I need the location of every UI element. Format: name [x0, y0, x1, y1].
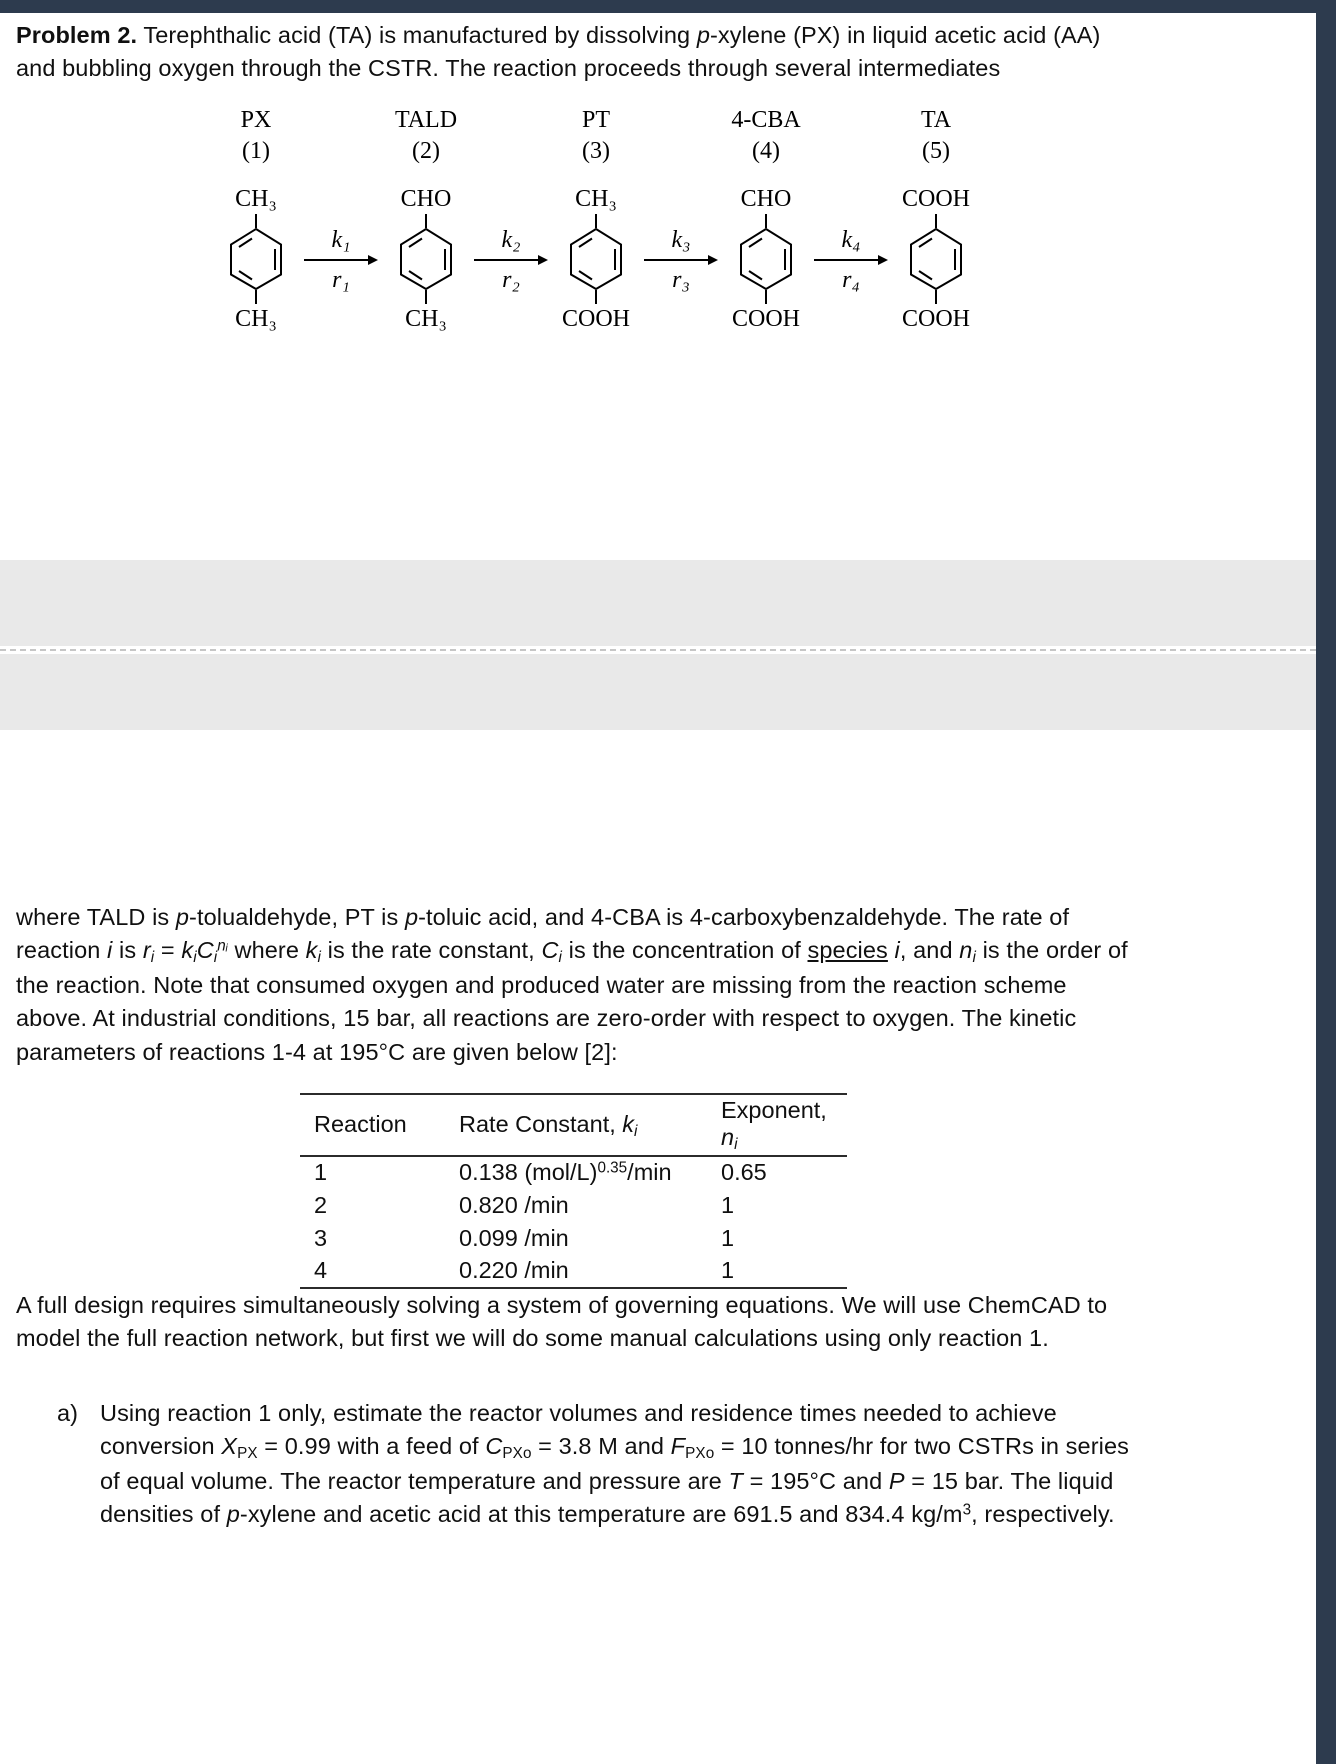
- problem-statement: Problem 2. Terephthalic acid (TA) is manufactured by dissolving p-xylene (PX) in liquid acetic acid (AA) and bubbling oxygen through the CSTR. The reaction proceeds through several intermediates: [16, 22, 1101, 82]
- table-header-reaction: Reaction: [314, 1111, 407, 1138]
- question-a-label: a): [57, 1400, 79, 1426]
- bond-line: [935, 214, 937, 228]
- substituent-bottom: COOH: [731, 306, 800, 332]
- reaction-arrow-3: [644, 104, 718, 294]
- bond-line: [255, 290, 257, 304]
- substituent-top: CHO: [740, 186, 792, 212]
- molecule-number: (4): [752, 138, 780, 164]
- substituent-top: CH₃: [575, 186, 617, 212]
- design-note-paragraph: A full design requires simultaneously solving a system of governing equations. We will use ChemCAD to model the full reaction network, but first we will do some manual calculations using only reaction 1.: [16, 1292, 1108, 1352]
- table-cell-rate: 0.820 /min: [459, 1191, 569, 1218]
- molecule-ta: [888, 104, 984, 334]
- table-cell-reaction: 4: [314, 1257, 328, 1284]
- page-break-gray-bottom: [0, 654, 1316, 730]
- table-cell-rate: 0.099 /min: [459, 1224, 569, 1251]
- table-row: [300, 1156, 847, 1189]
- reaction-scheme: [0, 104, 1316, 334]
- rate-label: r₁: [332, 267, 350, 293]
- substituent-top: CH₃: [235, 186, 277, 212]
- benzene-ring-icon: [740, 228, 792, 290]
- molecule-px: [208, 104, 304, 334]
- arrow-icon: [814, 254, 888, 266]
- bond-line: [595, 290, 597, 304]
- bond-line: [425, 290, 427, 304]
- arrow-icon: [474, 254, 548, 266]
- table-cell-reaction: 3: [314, 1224, 328, 1251]
- bond-line: [595, 214, 597, 228]
- molecule-tald: [378, 104, 474, 334]
- reaction-arrow-2: [474, 104, 548, 294]
- benzene-ring-icon: [400, 228, 452, 290]
- molecule-number: (3): [582, 138, 610, 164]
- table-cell-exponent: 1: [721, 1191, 735, 1218]
- arrow-icon: [644, 254, 718, 266]
- bond-line: [255, 214, 257, 228]
- benzene-ring-icon: [570, 228, 622, 290]
- rate-constant-label: k₃: [671, 227, 691, 253]
- arrow-icon: [304, 254, 378, 266]
- molecule-name: TALD: [394, 107, 458, 133]
- page-break-band: [0, 560, 1316, 730]
- rate-constant-label: k₁: [331, 227, 351, 253]
- reaction-scheme-row: [208, 104, 984, 334]
- table-header-exponent: Exponent, $n_i$: [721, 1097, 827, 1153]
- substituent-bottom: CH₃: [405, 306, 447, 332]
- reaction-arrow-4: [814, 104, 888, 294]
- molecule-name: PT: [581, 107, 610, 133]
- table-row: [300, 1189, 847, 1222]
- table-row: [300, 1255, 847, 1288]
- table-cell-exponent: 1: [721, 1224, 735, 1251]
- molecule-number: (1): [242, 138, 270, 164]
- table-cell-exponent: 0.65: [721, 1159, 767, 1186]
- table-cell-exponent: 1: [721, 1257, 735, 1284]
- molecule-4cba: [718, 104, 814, 334]
- page-break-separator: [0, 646, 1316, 654]
- substituent-bottom: CH₃: [235, 306, 277, 332]
- table-cell-rate: 0.138 $(mol/L)^{0.35}/\min$: [459, 1159, 672, 1186]
- table-cell-reaction: 2: [314, 1191, 328, 1218]
- molecule-name: 4-CBA: [731, 107, 801, 133]
- rate-constant-label: k₄: [841, 227, 861, 253]
- table-header-rate-constant: Rate Constant, $k_i$: [459, 1110, 638, 1140]
- bond-line: [935, 290, 937, 304]
- substituent-bottom: COOH: [561, 306, 630, 332]
- molecule-number: (2): [412, 138, 440, 164]
- table-cell-rate: 0.220 /min: [459, 1257, 569, 1284]
- page-right-strip: [1316, 0, 1336, 1764]
- question-a-text: Using reaction 1 only, estimate the reactor volumes and residence times needed to achieve conversion $X_{PX} = 0.99$ with a feed of $C_{PXo} = 3.8$ M and $F_{PXo} = 10$ tonnes/hr for two CSTRs in series of equal volume. The reactor temperature and pressure are T = 195°C and P = 15 bar. The liquid densities of p-xylene and acetic acid at this temperature are 691.5 and 834.4 $kg/m^3$, respectively.: [100, 1400, 1129, 1528]
- rate-label: r₃: [672, 267, 690, 293]
- page-break-dashed-line: [0, 649, 1316, 651]
- rate-constant-label: k₂: [501, 227, 521, 253]
- rate-label: r₂: [502, 267, 520, 293]
- molecule-name: PX: [240, 107, 272, 133]
- benzene-ring-icon: [910, 228, 962, 290]
- question-item-a: [57, 1397, 1129, 1532]
- molecule-number: (5): [922, 138, 950, 164]
- table-header-row: [300, 1094, 847, 1156]
- molecule-name: TA: [920, 107, 952, 133]
- bond-line: [765, 214, 767, 228]
- bond-line: [425, 214, 427, 228]
- table-cell-reaction: 1: [314, 1159, 328, 1186]
- substituent-top: CHO: [400, 186, 452, 212]
- kinetics-table: [300, 1093, 847, 1289]
- substituent-top: COOH: [901, 186, 970, 212]
- substituent-bottom: COOH: [901, 306, 970, 332]
- rate-law-paragraph: where TALD is p-tolualdehyde, PT is p-toluic acid, and 4-CBA is 4-carboxybenzaldehyde. The rate of reaction i is $r_i = k_iC_i^{nᵢ}$ where $k_i$ is the rate constant, $C_i$ is the concentration of species i, and $n_i$ is the order of the reaction. Note that consumed oxygen and produced water are missing from the reaction scheme above. At industrial conditions, 15 bar, all reactions are zero-order with respect to oxygen. The kinetic parameters of reactions 1-4 at 195°C are given below [2]:: [16, 904, 1128, 1065]
- page-top-bar: [0, 0, 1336, 13]
- molecule-pt: [548, 104, 644, 334]
- rate-label: r₄: [842, 267, 860, 293]
- table-row: [300, 1222, 847, 1255]
- page-break-gray-top: [0, 560, 1316, 646]
- benzene-ring-icon: [230, 228, 282, 290]
- bond-line: [765, 290, 767, 304]
- reaction-arrow-1: [304, 104, 378, 294]
